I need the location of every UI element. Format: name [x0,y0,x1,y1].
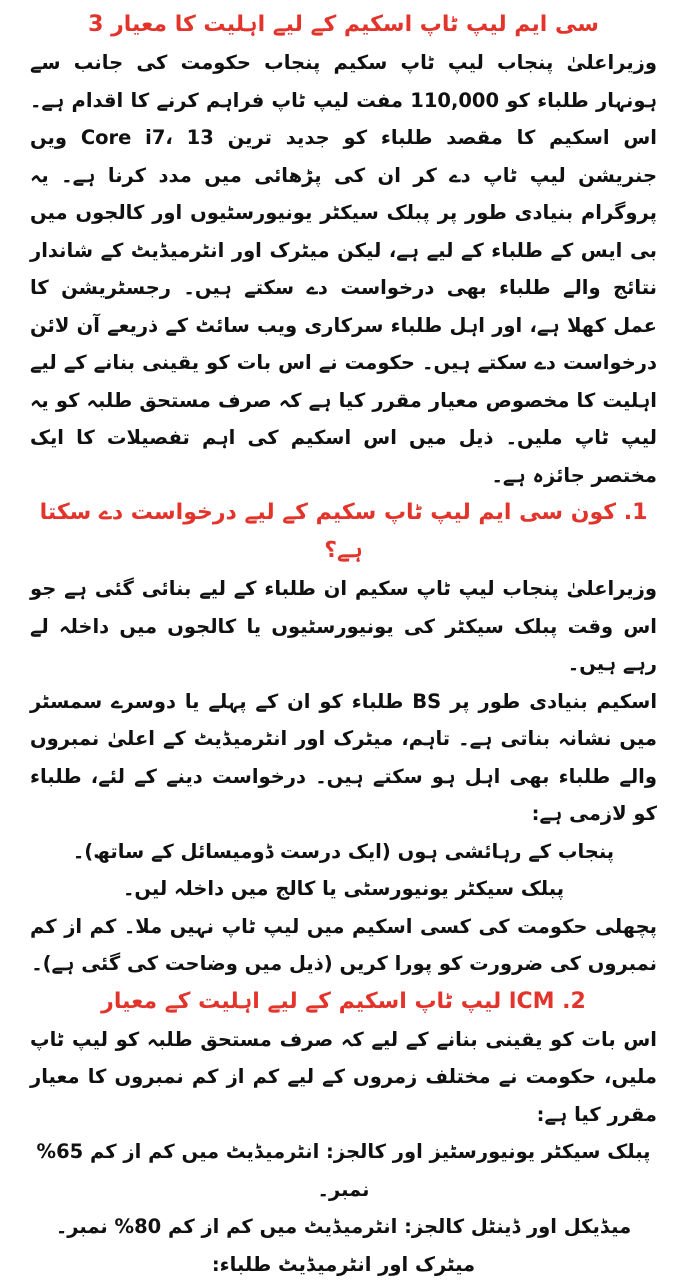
intro-paragraph: وزیراعلیٰ پنجاب لیپ ٹاپ سکیم پنجاب حکومت کی جانب سے ہونہار طلباء کو 110,000 مفت لیپ ٹاپ فراہم کرنے کا اقدام ہے۔ اس اسکیم کا مقصد طلباء کو جدید ترین Core i7، 13 ویں جنریشن لیپ ٹاپ دے کر ان کی پڑھائی میں مدد کرنا ہے۔ یہ پروگرام بنیادی طور پر پبلک سیکٹر یونیورسٹیوں اور کالجوں میں بی ایس کے طلباء کے لیے ہے، لیکن میٹرک اور انٹرمیڈیٹ کے شاندار نتائج والے طلباء بھی درخواست دے سکتے ہیں۔ رجسٹریشن کا عمل کھلا ہے، اور اہل طلباء سرکاری ویب سائٹ کے ذریعے آن لائن درخواست دے سکتے ہیں۔ حکومت نے اس بات کو یقینی بنانے کے لیے اہلیت کا مخصوص معیار مقرر کیا ہے کہ صرف مستحق طلبہ کو یہ لیپ ٹاپ ملیں۔ ذیل میں اس اسکیم کی اہم تفصیلات کا ایک مختصر جائزہ ہے۔ [30,44,657,494]
section-1-paragraph-1: وزیراعلیٰ پنجاب لیپ ٹاپ سکیم ان طلباء کے لیے بنائی گئی ہے جو اس وقت پبلک سیکٹر کی یونیورسٹیوں یا کالجوں میں داخلہ لے رہے ہیں۔ [30,570,657,683]
section-2-paragraph-1: اس بات کو یقینی بنانے کے لیے کہ صرف مستحق طلبہ کو لیپ ٹاپ ملیں، حکومت نے مختلف زمروں کے لیے کم از کم نمبروں کا معیار مقرر کیا ہے: [30,1021,657,1134]
page-title: سی ایم لیپ ٹاپ اسکیم کے لیے اہلیت کا معیار 3 [30,6,657,44]
criteria-matric-intermediate: میٹرک اور انٹرمیڈیٹ طلباء: [30,1246,657,1283]
section-1-paragraph-2: اسکیم بنیادی طور پر BS طلباء کو ان کے پہلے یا دوسرے سمسٹر میں نشانہ بناتی ہے۔ تاہم، میٹرک اور انٹرمیڈیٹ کے اعلیٰ نمبروں والے طلباء بھی اہل ہو سکتے ہیں۔ درخواست دینے کے لئے، طلباء کو لازمی ہے: [30,683,657,833]
section-1-paragraph-3: پچھلی حکومت کی کسی اسکیم میں لیپ ٹاپ نہیں ملا۔ کم از کم نمبروں کی ضرورت کو پورا کریں (ذیل میں وضاحت کی گئی ہے)۔ [30,908,657,983]
criteria-public-sector: پبلک سیکٹر یونیورسٹیز اور کالجز: انٹرمیڈیٹ میں کم از کم 65% نمبر۔ [30,1133,657,1208]
section-1-heading: 1. کون سی ایم لیپ ٹاپ سکیم کے لیے درخواست دے سکتا ہے؟ [30,494,657,570]
requirement-admission: پبلک سیکٹر یونیورسٹی یا کالج میں داخلہ لیں۔ [30,870,657,908]
section-2-heading: CM .2ا لیپ ٹاپ اسکیم کے لیے اہلیت کے معیار [30,983,657,1021]
requirement-domicile: پنجاب کے رہائشی ہوں (ایک درست ڈومیسائل کے ساتھ)۔ [30,833,657,871]
criteria-medical-dental: میڈیکل اور ڈینٹل کالجز: انٹرمیڈیٹ میں کم از کم 80% نمبر۔ [30,1208,657,1246]
